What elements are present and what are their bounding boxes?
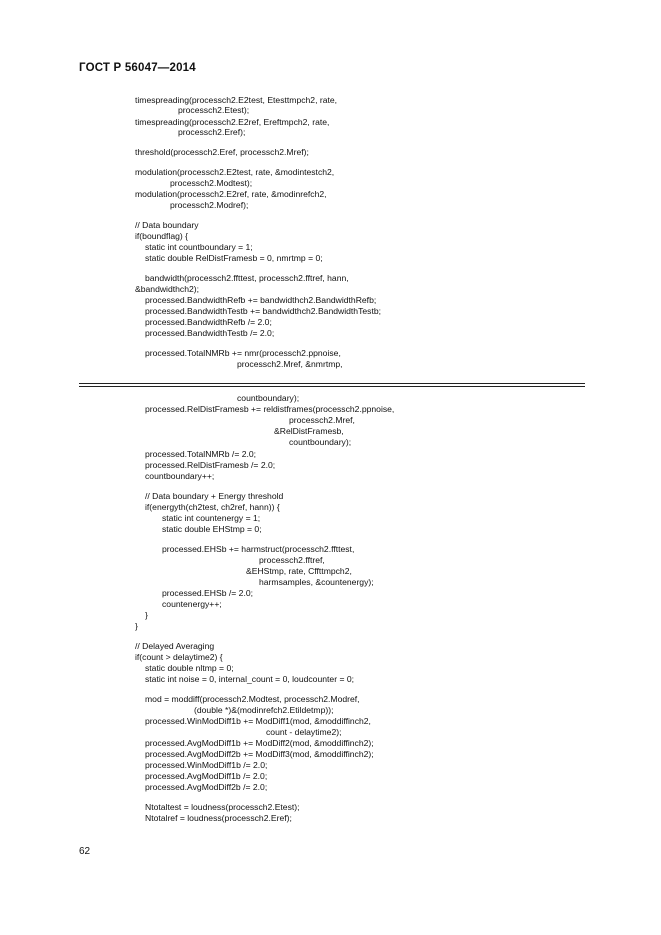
- code-line: processch2.Etest);: [178, 105, 250, 115]
- code-line: modulation(processch2.E2ref, rate, &modinrefch2,: [135, 189, 327, 199]
- code-line: processed.WinModDiff1b /= 2.0;: [145, 760, 268, 770]
- code-comment: // Data boundary: [135, 220, 199, 230]
- code-line: if(energyth(ch2test, ch2ref, hann)) {: [145, 502, 280, 512]
- code-line: processed.TotalNMRb /= 2.0;: [145, 449, 257, 459]
- code-line: processch2.Modref);: [170, 200, 249, 210]
- code-line: processch2.Eref);: [178, 127, 246, 137]
- code-line: processed.AvgModDiff2b += ModDiff3(mod, &moddiffinch2);: [145, 749, 374, 759]
- code-line: processed.BandwidthTestb /= 2.0;: [145, 328, 275, 338]
- document-header: ГОСТ Р 56047—2014: [79, 62, 196, 74]
- code-line: harmsamples, &countenergy);: [259, 577, 374, 587]
- page-number: 62: [79, 846, 91, 857]
- code-line: processed.TotalNMRb += nmr(processch2.ppnoise,: [145, 348, 341, 358]
- code-line: (double *)&(modinrefch2.Etildetmp));: [194, 705, 334, 715]
- code-line: if(boundflag) {: [135, 231, 189, 241]
- code-line: timespreading(processch2.E2test, Etesttmpch2, rate,: [135, 95, 338, 105]
- code-line: modulation(processch2.E2test, rate, &modintestch2,: [135, 167, 335, 177]
- code-comment: // Data boundary + Energy threshold: [145, 491, 284, 501]
- code-comment: // Delayed Averaging: [135, 641, 215, 651]
- code-line: &bandwidthch2);: [135, 284, 200, 294]
- code-line: processch2.fftref,: [259, 555, 325, 565]
- code-line: processed.EHSb += harmstruct(processch2.ffttest,: [162, 544, 355, 554]
- code-line: mod = moddiff(processch2.Modtest, processch2.Modref,: [145, 694, 360, 704]
- code-line: }: [145, 610, 148, 620]
- code-line: processed.RelDistFramesb += reldistframes(processch2.ppnoise,: [145, 404, 395, 414]
- code-line: processed.WinModDiff1b += ModDiff1(mod, &moddiffinch2,: [145, 716, 371, 726]
- code-line: processed.BandwidthRefb /= 2.0;: [145, 317, 272, 327]
- code-line: processed.EHSb /= 2.0;: [162, 588, 254, 598]
- code-line: static double RelDistFramesb = 0, nmrtmp = 0;: [145, 253, 323, 263]
- code-line: &EHStmp, rate, Cffttmpch2,: [246, 566, 352, 576]
- code-line: static double EHStmp = 0;: [162, 524, 262, 534]
- code-line: if(count > delaytime2) {: [135, 652, 223, 662]
- code-line: Ntotaltest = loudness(processch2.Etest);: [145, 802, 300, 812]
- code-line: countboundary);: [237, 393, 300, 403]
- code-line: processed.BandwidthRefb += bandwidthch2.BandwidthRefb;: [145, 295, 377, 305]
- code-line: }: [135, 621, 138, 631]
- code-line: countenergy++;: [162, 599, 222, 609]
- code-line: processed.AvgModDiff1b += ModDiff2(mod, &moddiffinch2);: [145, 738, 374, 748]
- code-line: processch2.Mref,: [289, 415, 355, 425]
- code-line: processed.BandwidthTestb += bandwidthch2.BandwidthTestb;: [145, 306, 382, 316]
- code-line: static int countenergy = 1;: [162, 513, 261, 523]
- code-line: &RelDistFramesb,: [274, 426, 344, 436]
- code-line: count - delaytime2);: [266, 727, 342, 737]
- code-line: countboundary++;: [145, 471, 215, 481]
- code-line: processch2.Mref, &nmrtmp,: [237, 359, 343, 369]
- code-line: processed.AvgModDiff2b /= 2.0;: [145, 782, 268, 792]
- page-break-rule: [79, 383, 585, 384]
- page-break-rule: [79, 386, 585, 387]
- code-line: bandwidth(processch2.ffttest, processch2.fftref, hann,: [145, 273, 349, 283]
- code-line: timespreading(processch2.E2ref, Ereftmpch2, rate,: [135, 117, 330, 127]
- code-line: processed.AvgModDiff1b /= 2.0;: [145, 771, 268, 781]
- code-line: countboundary);: [289, 437, 352, 447]
- code-line: processch2.Modtest);: [170, 178, 253, 188]
- code-line: static int noise = 0, internal_count = 0, loudcounter = 0;: [145, 674, 355, 684]
- code-line: Ntotalref = loudness(processch2.Eref);: [145, 813, 292, 823]
- code-line: processed.RelDistFramesb /= 2.0;: [145, 460, 276, 470]
- code-line: static int countboundary = 1;: [145, 242, 253, 252]
- code-line: threshold(processch2.Eref, processch2.Mref);: [135, 147, 309, 157]
- code-line: static double nltmp = 0;: [145, 663, 234, 673]
